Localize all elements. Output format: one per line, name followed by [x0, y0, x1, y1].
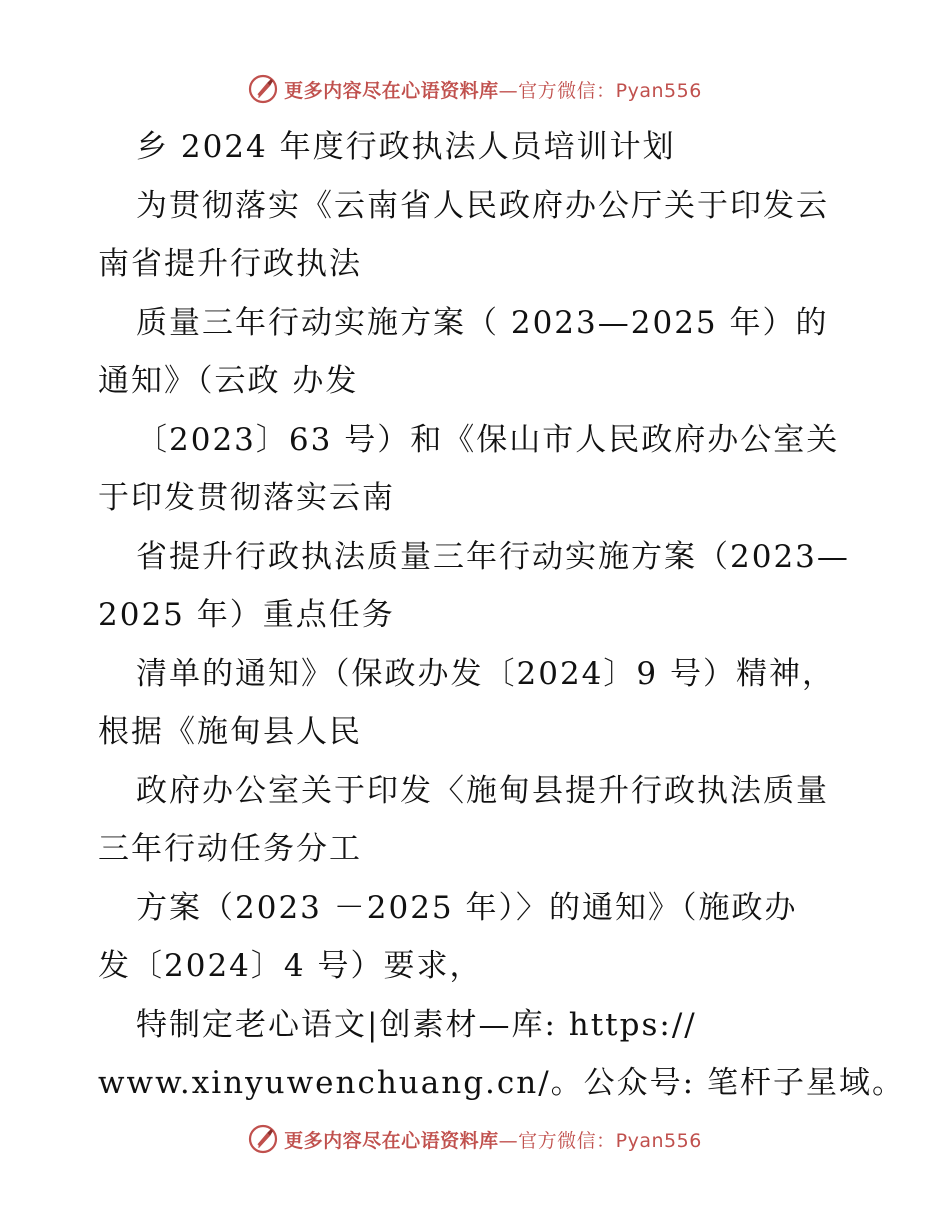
body-line: 政府办公室关于印发〈施甸县提升行政执法质量	[136, 772, 829, 809]
body-line: 通知》（云政 办发	[98, 363, 359, 399]
document-body	[98, 118, 905, 1113]
document-title: 乡 2024 年度行政执法人员培训计划	[136, 129, 676, 165]
body-line: 为贯彻落实《云南省人民政府办公厅关于印发云	[136, 187, 829, 224]
footer-watermark	[0, 1122, 950, 1156]
body-line: 2025 年）重点任务	[98, 597, 395, 633]
watermark-text: 更多内容尽在心语资料库—官方微信：Pyan556	[284, 79, 702, 102]
body-line: 〔2023〕63 号）和《保山市人民政府办公室关	[136, 421, 840, 458]
body-line: 特制定老心语文|创素材—库: https://	[136, 1006, 697, 1043]
body-line: 清单的通知》（保政办发〔2024〕9 号）精神，	[136, 655, 835, 692]
body-line: 发〔2024〕4 号）要求，	[98, 948, 483, 984]
body-line: www.xinyuwenchuang.cn/。公众号: 笔杆子星域。	[98, 1065, 905, 1101]
body-line: 方案（2023 －2025 年）〉的通知》（施政办	[136, 889, 798, 926]
body-line: 省提升行政执法质量三年行动实施方案（2023—	[136, 538, 850, 575]
pen-nib-logo-icon	[248, 1124, 278, 1154]
body-line: 根据《施甸县人民	[98, 714, 362, 750]
watermark-text: 更多内容尽在心语资料库—官方微信：Pyan556	[284, 1129, 702, 1152]
pen-nib-logo-icon	[248, 74, 278, 104]
header-watermark	[0, 72, 950, 106]
body-line: 于印发贯彻落实云南	[98, 480, 395, 516]
body-line: 南省提升行政执法	[98, 246, 362, 282]
body-line: 三年行动任务分工	[98, 831, 362, 867]
body-line: 质量三年行动实施方案（ 2023—2025 年）的	[136, 304, 829, 341]
